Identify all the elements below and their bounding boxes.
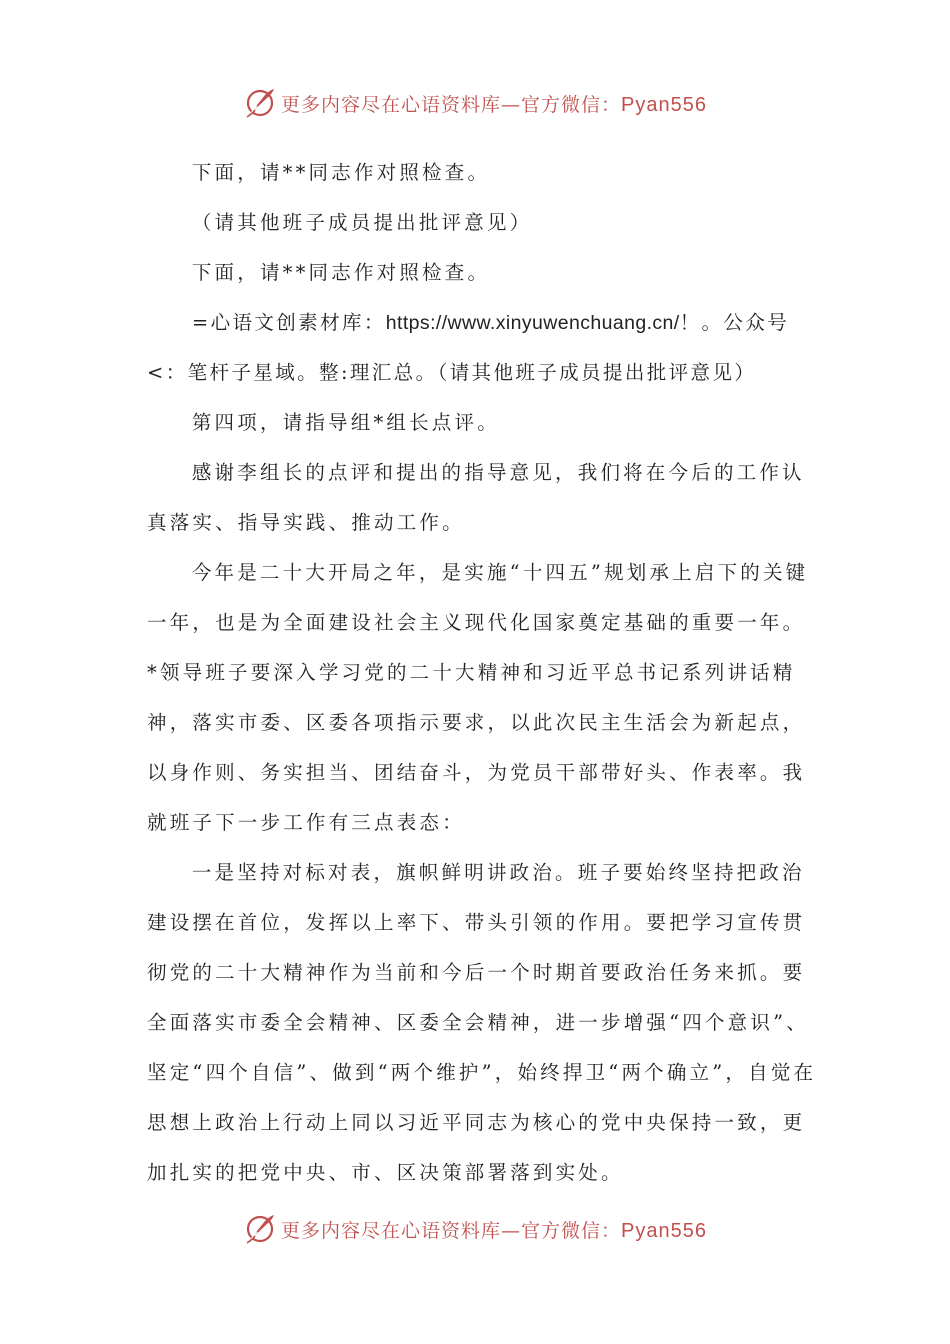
- paragraph-7: 一是坚持对标对表，旗帜鲜明讲政治。班子要始终坚持把政治建设摆在首位，发挥以上率下、带头引领的作用。要把学习宣传贯彻党的二十大精神作为当前和今后一个时期首要政治任务来抓。要全面落实市委全会精神、区委全会精神，进一步增强“四个意识”、坚定“四个自信”、做到“两个维护”，始终捍卫“两个确立”，自觉在思想上政治上行动上同以习近平同志为核心的党中央保持一致，更加扎实的把党中央、市、区决策部署落到实处。: [147, 861, 817, 1184]
- paragraph-5: 感谢李组长的点评和提出的指导意见，我们将在今后的工作认真落实、指导实践、推动工作。: [147, 461, 805, 534]
- header-banner-text: [281, 90, 707, 117]
- source-url-link[interactable]: https://www.xinyuwenchuang.cn/: [385, 312, 680, 334]
- banner-wechat-id: Pyan556: [621, 1219, 707, 1242]
- paragraph-3: 下面，请**同志作对照检查。: [191, 261, 491, 284]
- footer-banner-text: [281, 1216, 707, 1243]
- footer-banner: [0, 1209, 950, 1249]
- banner-wechat-label: 官方微信：: [521, 1219, 622, 1242]
- banner-title: 更多内容尽在心语资料库: [281, 1219, 502, 1242]
- header-banner: [0, 83, 950, 123]
- banner-wechat-label: 官方微信：: [521, 93, 622, 116]
- source-note-suffix: ！。公众号<：笔杆子星域。整:理汇总。（请其他班子成员提出批评意见）: [147, 311, 790, 384]
- banner-dash: —: [501, 93, 522, 116]
- paragraph-1: 下面，请**同志作对照检查。: [191, 161, 491, 184]
- paragraph-4: 第四项，请指导组*组长点评。: [191, 411, 500, 434]
- paragraph-2: （请其他班子成员提出批评意见）: [191, 211, 533, 234]
- document-body: [147, 148, 817, 1198]
- banner-dash: —: [501, 1219, 522, 1242]
- paragraph-6: 今年是二十大开局之年，是实施“十四五”规划承上启下的关键一年，也是为全面建设社会主义现代化国家奠定基础的重要一年。*领导班子要深入学习党的二十大精神和习近平总书记系列讲话精神，落实市委、区委各项指示要求，以此次民主生活会为新起点，以身作则、务实担当、团结奋斗，为党员干部带好头、作表率。我就班子下一步工作有三点表态：: [147, 561, 809, 834]
- source-note-prefix: =心语文创素材库：: [191, 311, 386, 334]
- quill-pen-logo-icon: [243, 1212, 277, 1246]
- source-note-paragraph: [147, 298, 817, 398]
- banner-wechat-id: Pyan556: [621, 93, 707, 116]
- banner-title: 更多内容尽在心语资料库: [281, 93, 502, 116]
- quill-pen-logo-icon: [243, 86, 277, 120]
